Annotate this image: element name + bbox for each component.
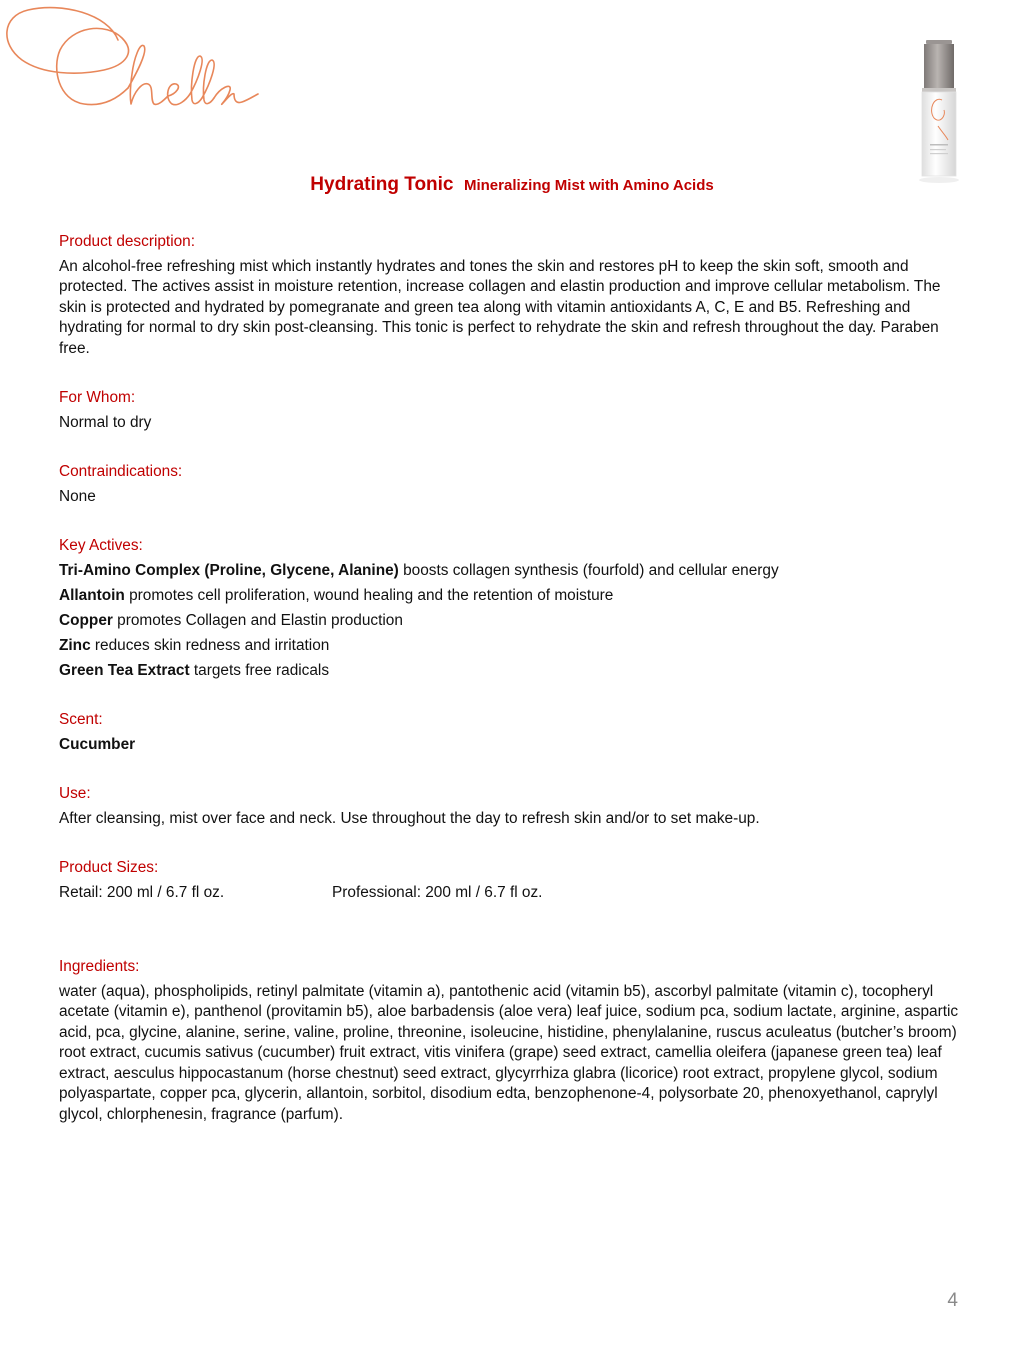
- key-active-name: Allantoin: [59, 586, 125, 604]
- product-bottle-image: [912, 36, 964, 188]
- ingredients-text: water (aqua), phospholipids, retinyl palmitate (vitamin a), pantothenic acid (vitamin b5), ascorbyl palmitate (vitamin c), tocopheryl acetate (vitamin e), panthenol (provitamin b5), aloe barbadensis (aloe vera) leaf juice, sodium pca, sodium lactate, arginine, aspartic acid, pca, glycine, alanine, serine, valine, proline, threonine, isoleucine, histidine, phenylalanine, ruscus aculeatus (butcher’s broom) root extract, cucumis sativus (cucumber) fruit extract, vitis vinifera (grape) seed extract, camellia oleifera (japanese green tea) leaf extract, aesculus hippocastanum (horse chestnut) seed extract, glycyrrhiza glabra (licorice) root extract, propylene glycol, sodium polyaspartate, copper pca, glycerin, allantoin, sorbitol, disodium edta, benzophenone-4, polysorbate 20, phenoxyethanol, caprylyl glycol, chlorphenesin, fragrance (parfum).: [59, 982, 959, 1123]
- chella-logo-icon: [0, 0, 270, 115]
- retail-size: Retail: 200 ml / 6.7 fl oz.: [59, 883, 225, 901]
- contraindications-section: [59, 462, 959, 507]
- sizes-row: [59, 883, 959, 904]
- sizes-section: [59, 858, 959, 903]
- key-actives-heading: Key Actives:: [59, 537, 143, 554]
- use-text: After cleansing, mist over face and neck. Use throughout the day to refresh skin and/or to set make-up.: [59, 809, 760, 827]
- key-active-name: Tri-Amino Complex (Proline, Glycene, Alanine): [59, 561, 399, 579]
- use-heading: Use:: [59, 785, 91, 802]
- contraindications-heading: Contraindications:: [59, 463, 183, 480]
- for-whom-section: [59, 388, 959, 433]
- brand-logo: [0, 0, 270, 115]
- contraindications-text: None: [59, 487, 96, 505]
- for-whom-text: Normal to dry: [59, 413, 152, 431]
- product-subtitle: Mineralizing Mist with Amino Acids: [463, 177, 714, 194]
- description-text: An alcohol-free refreshing mist which instantly hydrates and tones the skin and restores pH to keep the skin soft, smooth and protected. The actives assist in moisture retention, increase collagen and elastin production and improve cellular metabolism. The skin is protected and hydrated by pomegranate and green tea along with vitamin antioxidants A, C, E and B5. Refreshing and hydrating for normal to dry skin post-cleansing. This tonic is perfect to rehydrate the skin and refresh throughout the day. Paraben free.: [59, 257, 941, 357]
- description-heading: Product description:: [59, 233, 196, 250]
- key-active-item: [59, 636, 959, 657]
- key-active-name: Green Tea Extract: [59, 661, 190, 679]
- key-active-name: Zinc: [59, 636, 91, 654]
- professional-size: Professional: 200 ml / 6.7 fl oz.: [332, 883, 543, 901]
- scent-section: [59, 710, 959, 755]
- sizes-heading: Product Sizes:: [59, 859, 159, 876]
- for-whom-heading: For Whom:: [59, 389, 136, 406]
- ingredients-heading: Ingredients:: [59, 958, 140, 975]
- key-active-description: promotes cell proliferation, wound healing and the retention of moisture: [124, 586, 614, 604]
- key-active-item: [59, 586, 959, 607]
- scent-heading: Scent:: [59, 711, 103, 728]
- page-title: [0, 174, 1024, 196]
- ingredients-section: [59, 957, 959, 1125]
- key-active-item: [59, 611, 959, 632]
- use-section: [59, 784, 959, 829]
- scent-text: Cucumber: [59, 735, 136, 753]
- page-number: 4: [947, 1290, 958, 1311]
- key-active-description: targets free radicals: [189, 661, 330, 679]
- key-active-description: promotes Collagen and Elastin production: [112, 611, 403, 629]
- key-active-description: reduces skin redness and irritation: [90, 636, 330, 654]
- key-active-item: [59, 661, 959, 682]
- key-active-item: [59, 561, 959, 582]
- key-active-description: boosts collagen synthesis (fourfold) and cellular energy: [398, 561, 779, 579]
- key-actives-section: [59, 536, 959, 681]
- product-sheet-content: [59, 232, 959, 1154]
- product-title: Hydrating Tonic: [310, 174, 454, 195]
- description-section: [59, 232, 959, 359]
- key-active-name: Copper: [59, 611, 113, 629]
